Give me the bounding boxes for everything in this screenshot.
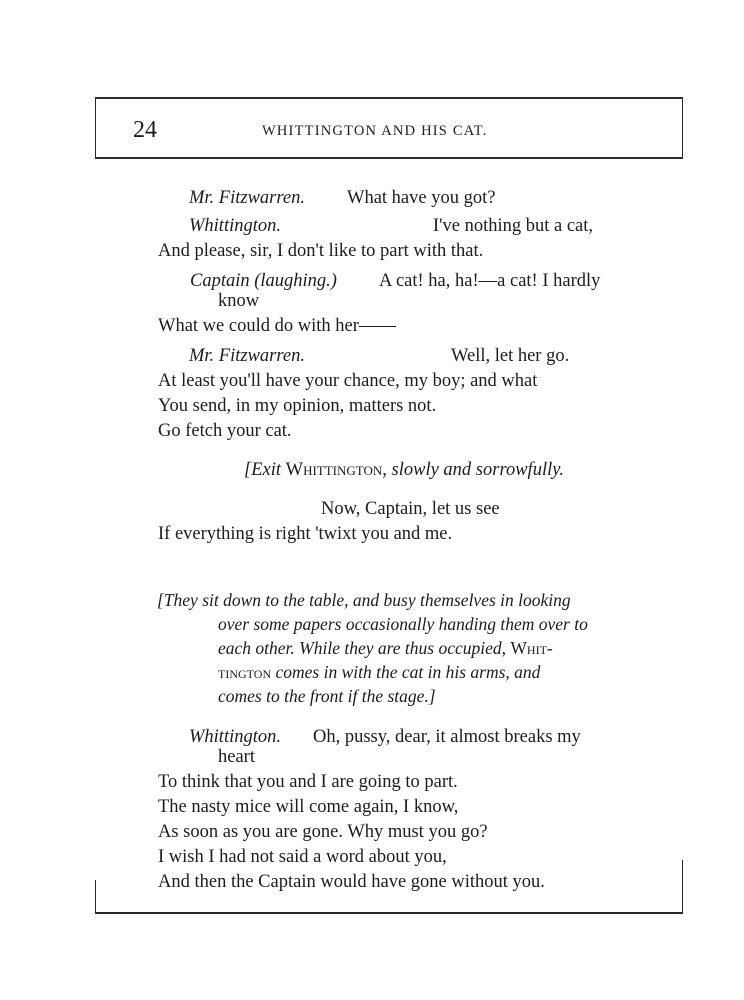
- closing-line-1-continuation: heart: [218, 747, 255, 767]
- bottom-frame-rule: [95, 912, 683, 914]
- line-4-text: A cat! ha, ha!—a cat! I hardly: [379, 271, 601, 291]
- line-4-continuation: know: [218, 291, 260, 311]
- closing-line-6: And then the Captain would have gone without you.: [158, 872, 545, 892]
- header-divider-rule: [95, 157, 683, 159]
- line-8: You send, in my opinion, matters not.: [158, 396, 437, 416]
- closing-line-4: As soon as you are gone. Why must you go?: [158, 822, 488, 842]
- closing-line-5: I wish I had not said a word about you,: [158, 847, 447, 867]
- top-frame-rule: [95, 97, 683, 99]
- speaker-fitzwarren-1: Mr. Fitzwarren.: [189, 188, 305, 208]
- closing-line-2: To think that you and I are going to part.: [158, 772, 458, 792]
- speaker-whittington-2: Whittington.: [189, 727, 281, 747]
- right-frame-rule-lower: [682, 860, 683, 913]
- line-3: And please, sir, I don't like to part with that.: [158, 241, 484, 261]
- speaker-captain: Captain (laughing.): [190, 271, 337, 291]
- line-1-text: What have you got?: [347, 188, 496, 208]
- stage-direction-line-3b: Whit-: [510, 638, 553, 658]
- stage-direction-line-3: [218, 636, 553, 660]
- right-frame-rule: [682, 97, 683, 157]
- left-frame-rule-lower: [95, 880, 96, 913]
- stage-direction-line-4a: tington: [218, 662, 272, 682]
- speaker-whittington-1: Whittington.: [189, 216, 281, 236]
- line-10: Now, Captain, let us see: [321, 499, 500, 519]
- line-6-text: Well, let her go.: [451, 346, 570, 366]
- stage-direction-line-2: over some papers occasionally handing them over to: [218, 614, 588, 634]
- line-9: Go fetch your cat.: [158, 421, 292, 441]
- line-7: At least you'll have your chance, my boy; and what: [158, 371, 538, 391]
- stage-direction-line-5: comes to the front if the stage.]: [218, 686, 436, 706]
- exit-direction: [244, 459, 564, 481]
- running-title: WHITTINGTON AND HIS CAT.: [262, 123, 488, 139]
- line-5: What we could do with her——: [158, 316, 396, 336]
- closing-line-3: The nasty mice will come again, I know,: [158, 797, 459, 817]
- left-frame-rule: [95, 97, 96, 157]
- speaker-fitzwarren-2: Mr. Fitzwarren.: [189, 346, 305, 366]
- line-11: If everything is right 'twixt you and me.: [158, 524, 453, 544]
- exit-manner: slowly and sorrowfully.: [391, 460, 565, 480]
- page-number: 24: [133, 117, 157, 143]
- stage-direction-line-4: [218, 660, 540, 684]
- closing-line-1-text: Oh, pussy, dear, it almost breaks my: [313, 727, 581, 747]
- exit-open: [Exit: [244, 460, 281, 480]
- stage-direction-line-1: [They sit down to the table, and busy themselves in looking: [157, 590, 571, 610]
- line-2-text: I've nothing but a cat,: [433, 216, 594, 236]
- stage-direction-line-4b: comes in with the cat in his arms, and: [275, 662, 541, 682]
- exit-character: Whittington,: [285, 460, 387, 480]
- stage-direction-line-3a: each other. While they are thus occupied,: [218, 638, 507, 658]
